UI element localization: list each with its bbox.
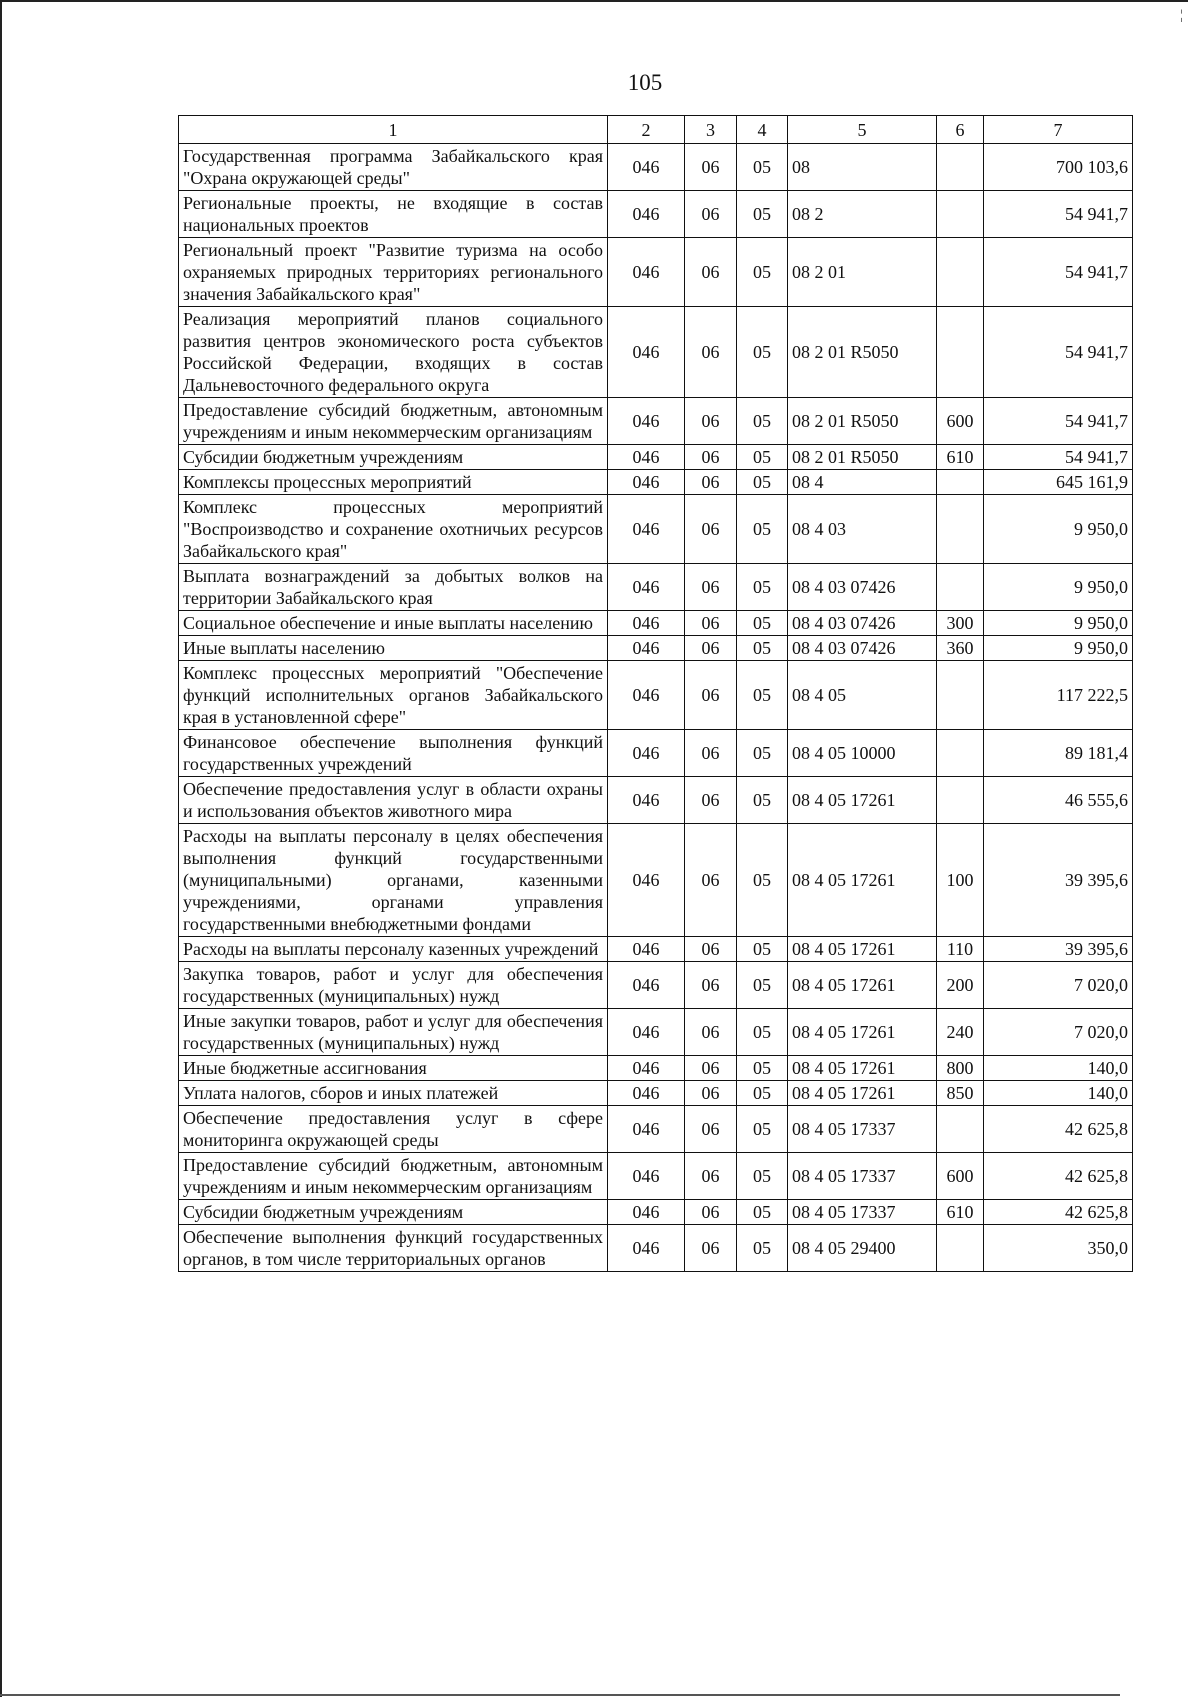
row-section-cell: 06 <box>685 144 737 191</box>
row-subsection-cell: 05 <box>737 1009 788 1056</box>
row-amount-cell: 54 941,7 <box>984 238 1133 307</box>
row-admin-code-cell: 046 <box>608 777 685 824</box>
table-body <box>179 144 1133 1272</box>
row-subsection-cell: 05 <box>737 962 788 1009</box>
row-expense-type-cell <box>937 564 984 611</box>
table-row <box>179 1106 1133 1153</box>
row-amount-cell: 39 395,6 <box>984 937 1133 962</box>
table-row <box>179 962 1133 1009</box>
row-name-cell: Уплата налогов, сборов и иных платежей <box>179 1081 608 1106</box>
row-expense-type-cell: 200 <box>937 962 984 1009</box>
row-section-cell: 06 <box>685 307 737 398</box>
row-amount-cell: 7 020,0 <box>984 1009 1133 1056</box>
row-section-cell: 06 <box>685 661 737 730</box>
row-target-code-cell: 08 4 05 17261 <box>788 1081 937 1106</box>
row-admin-code-cell: 046 <box>608 238 685 307</box>
row-name-cell: Финансовое обеспечение выполнения функций государственных учреждений <box>179 730 608 777</box>
row-section-cell: 06 <box>685 937 737 962</box>
row-section-cell: 06 <box>685 1009 737 1056</box>
row-expense-type-cell: 240 <box>937 1009 984 1056</box>
scan-border-bottom <box>0 1694 1120 1696</box>
table-row <box>179 238 1133 307</box>
row-target-code-cell: 08 4 03 07426 <box>788 611 937 636</box>
row-admin-code-cell: 046 <box>608 1225 685 1272</box>
row-section-cell: 06 <box>685 564 737 611</box>
row-subsection-cell: 05 <box>737 777 788 824</box>
row-admin-code-cell: 046 <box>608 1106 685 1153</box>
table-row <box>179 1225 1133 1272</box>
table-row <box>179 445 1133 470</box>
row-amount-cell: 54 941,7 <box>984 191 1133 238</box>
table-row <box>179 937 1133 962</box>
row-target-code-cell: 08 4 05 17261 <box>788 962 937 1009</box>
row-target-code-cell: 08 4 03 07426 <box>788 564 937 611</box>
row-expense-type-cell <box>937 307 984 398</box>
row-admin-code-cell: 046 <box>608 470 685 495</box>
row-subsection-cell: 05 <box>737 611 788 636</box>
row-section-cell: 06 <box>685 398 737 445</box>
row-admin-code-cell: 046 <box>608 1200 685 1225</box>
row-subsection-cell: 05 <box>737 398 788 445</box>
row-expense-type-cell: 800 <box>937 1056 984 1081</box>
row-subsection-cell: 05 <box>737 1200 788 1225</box>
row-target-code-cell: 08 4 05 <box>788 661 937 730</box>
table-row <box>179 470 1133 495</box>
row-amount-cell: 89 181,4 <box>984 730 1133 777</box>
row-amount-cell: 9 950,0 <box>984 564 1133 611</box>
table-row <box>179 1056 1133 1081</box>
budget-table <box>178 115 1133 1272</box>
table-row <box>179 777 1133 824</box>
row-expense-type-cell <box>937 144 984 191</box>
table-row <box>179 1009 1133 1056</box>
header-cell: 4 <box>737 116 788 144</box>
row-amount-cell: 700 103,6 <box>984 144 1133 191</box>
row-target-code-cell: 08 4 03 07426 <box>788 636 937 661</box>
row-target-code-cell: 08 4 03 <box>788 495 937 564</box>
row-name-cell: Субсидии бюджетным учреждениям <box>179 1200 608 1225</box>
table-row <box>179 495 1133 564</box>
row-target-code-cell: 08 4 05 17337 <box>788 1200 937 1225</box>
row-name-cell: Комплекс процессных мероприятий "Обеспечение функций исполнительных органов Забайкальского края в установленной сфере" <box>179 661 608 730</box>
row-target-code-cell: 08 4 05 17261 <box>788 1056 937 1081</box>
row-section-cell: 06 <box>685 1106 737 1153</box>
row-target-code-cell: 08 4 05 17261 <box>788 824 937 937</box>
header-cell: 6 <box>937 116 984 144</box>
scan-border-top <box>0 0 1188 2</box>
row-target-code-cell: 08 4 05 17337 <box>788 1153 937 1200</box>
row-name-cell: Иные закупки товаров, работ и услуг для обеспечения государственных (муниципальных) нужд <box>179 1009 608 1056</box>
row-subsection-cell: 05 <box>737 495 788 564</box>
row-expense-type-cell <box>937 238 984 307</box>
row-expense-type-cell <box>937 495 984 564</box>
row-target-code-cell: 08 4 05 10000 <box>788 730 937 777</box>
row-name-cell: Региональные проекты, не входящие в состав национальных проектов <box>179 191 608 238</box>
row-name-cell: Субсидии бюджетным учреждениям <box>179 445 608 470</box>
row-section-cell: 06 <box>685 1200 737 1225</box>
table-row <box>179 1081 1133 1106</box>
row-target-code-cell: 08 2 01 <box>788 238 937 307</box>
table-row <box>179 1153 1133 1200</box>
row-admin-code-cell: 046 <box>608 824 685 937</box>
row-name-cell: Предоставление субсидий бюджетным, автономным учреждениям и иным некоммерческим организациям <box>179 1153 608 1200</box>
row-name-cell: Комплекс процессных мероприятий "Воспроизводство и сохранение охотничьих ресурсов Забайкальского края" <box>179 495 608 564</box>
row-section-cell: 06 <box>685 611 737 636</box>
row-subsection-cell: 05 <box>737 661 788 730</box>
row-name-cell: Выплата вознаграждений за добытых волков на территории Забайкальского края <box>179 564 608 611</box>
row-name-cell: Предоставление субсидий бюджетным, автономным учреждениям и иным некоммерческим организациям <box>179 398 608 445</box>
row-amount-cell: 9 950,0 <box>984 636 1133 661</box>
row-section-cell: 06 <box>685 495 737 564</box>
row-name-cell: Обеспечение предоставления услуг в сфере мониторинга окружающей среды <box>179 1106 608 1153</box>
row-amount-cell: 42 625,8 <box>984 1153 1133 1200</box>
row-section-cell: 06 <box>685 730 737 777</box>
row-target-code-cell: 08 2 01 R5050 <box>788 307 937 398</box>
scan-border-left <box>0 0 2 1697</box>
row-section-cell: 06 <box>685 191 737 238</box>
row-admin-code-cell: 046 <box>608 636 685 661</box>
row-amount-cell: 39 395,6 <box>984 824 1133 937</box>
row-amount-cell: 54 941,7 <box>984 445 1133 470</box>
row-name-cell: Иные выплаты населению <box>179 636 608 661</box>
row-expense-type-cell: 110 <box>937 937 984 962</box>
table-row <box>179 307 1133 398</box>
row-section-cell: 06 <box>685 824 737 937</box>
row-admin-code-cell: 046 <box>608 730 685 777</box>
row-name-cell: Расходы на выплаты персоналу казенных учреждений <box>179 937 608 962</box>
row-admin-code-cell: 046 <box>608 191 685 238</box>
row-subsection-cell: 05 <box>737 1153 788 1200</box>
row-name-cell: Комплексы процессных мероприятий <box>179 470 608 495</box>
header-cell: 2 <box>608 116 685 144</box>
table-header <box>179 116 1133 144</box>
row-subsection-cell: 05 <box>737 238 788 307</box>
row-subsection-cell: 05 <box>737 307 788 398</box>
header-cell: 3 <box>685 116 737 144</box>
row-name-cell: Иные бюджетные ассигнования <box>179 1056 608 1081</box>
header-cell: 7 <box>984 116 1133 144</box>
table-row <box>179 636 1133 661</box>
row-amount-cell: 42 625,8 <box>984 1106 1133 1153</box>
row-subsection-cell: 05 <box>737 824 788 937</box>
row-subsection-cell: 05 <box>737 564 788 611</box>
row-expense-type-cell: 610 <box>937 1200 984 1225</box>
row-name-cell: Социальное обеспечение и иные выплаты населению <box>179 611 608 636</box>
row-section-cell: 06 <box>685 636 737 661</box>
row-admin-code-cell: 046 <box>608 962 685 1009</box>
row-amount-cell: 7 020,0 <box>984 962 1133 1009</box>
table-row <box>179 144 1133 191</box>
row-admin-code-cell: 046 <box>608 495 685 564</box>
row-name-cell: Государственная программа Забайкальского края "Охрана окружающей среды" <box>179 144 608 191</box>
row-admin-code-cell: 046 <box>608 398 685 445</box>
row-target-code-cell: 08 2 <box>788 191 937 238</box>
table-row <box>179 1200 1133 1225</box>
row-name-cell: Региональный проект "Развитие туризма на особо охраняемых природных территориях регионального значения Забайкальского края" <box>179 238 608 307</box>
row-expense-type-cell <box>937 191 984 238</box>
row-name-cell: Реализация мероприятий планов социального развития центров экономического роста субъектов Российской Федерации, входящих в состав Дальневосточного федерального округа <box>179 307 608 398</box>
row-amount-cell: 9 950,0 <box>984 495 1133 564</box>
row-expense-type-cell <box>937 470 984 495</box>
row-target-code-cell: 08 4 05 17261 <box>788 937 937 962</box>
page-number: 105 <box>627 70 663 95</box>
row-amount-cell: 9 950,0 <box>984 611 1133 636</box>
row-subsection-cell: 05 <box>737 937 788 962</box>
row-subsection-cell: 05 <box>737 1056 788 1081</box>
row-admin-code-cell: 046 <box>608 1009 685 1056</box>
scan-corner-mark: ¦ <box>1180 8 1183 23</box>
row-section-cell: 06 <box>685 962 737 1009</box>
row-subsection-cell: 05 <box>737 470 788 495</box>
row-section-cell: 06 <box>685 1056 737 1081</box>
row-target-code-cell: 08 4 05 29400 <box>788 1225 937 1272</box>
table-row <box>179 611 1133 636</box>
row-target-code-cell: 08 4 05 17337 <box>788 1106 937 1153</box>
row-amount-cell: 54 941,7 <box>984 307 1133 398</box>
row-admin-code-cell: 046 <box>608 1153 685 1200</box>
row-admin-code-cell: 046 <box>608 937 685 962</box>
row-expense-type-cell: 300 <box>937 611 984 636</box>
row-subsection-cell: 05 <box>737 445 788 470</box>
row-subsection-cell: 05 <box>737 144 788 191</box>
row-amount-cell: 117 222,5 <box>984 661 1133 730</box>
row-expense-type-cell <box>937 1106 984 1153</box>
row-expense-type-cell: 600 <box>937 398 984 445</box>
row-admin-code-cell: 046 <box>608 611 685 636</box>
row-section-cell: 06 <box>685 777 737 824</box>
row-target-code-cell: 08 <box>788 144 937 191</box>
row-admin-code-cell: 046 <box>608 1081 685 1106</box>
row-subsection-cell: 05 <box>737 1225 788 1272</box>
row-name-cell: Расходы на выплаты персоналу в целях обеспечения выполнения функций государственными (муниципальными) органами, казенными учреждениями, органами управления государственными внебюджетными фондами <box>179 824 608 937</box>
row-admin-code-cell: 046 <box>608 445 685 470</box>
row-target-code-cell: 08 4 05 17261 <box>788 777 937 824</box>
row-expense-type-cell: 360 <box>937 636 984 661</box>
row-admin-code-cell: 046 <box>608 564 685 611</box>
header-cell: 1 <box>179 116 608 144</box>
row-target-code-cell: 08 2 01 R5050 <box>788 445 937 470</box>
row-name-cell: Закупка товаров, работ и услуг для обеспечения государственных (муниципальных) нужд <box>179 962 608 1009</box>
row-section-cell: 06 <box>685 445 737 470</box>
row-amount-cell: 54 941,7 <box>984 398 1133 445</box>
row-admin-code-cell: 046 <box>608 307 685 398</box>
row-expense-type-cell: 100 <box>937 824 984 937</box>
row-amount-cell: 645 161,9 <box>984 470 1133 495</box>
row-target-code-cell: 08 4 05 17261 <box>788 1009 937 1056</box>
row-expense-type-cell <box>937 1225 984 1272</box>
row-subsection-cell: 05 <box>737 636 788 661</box>
row-admin-code-cell: 046 <box>608 661 685 730</box>
row-expense-type-cell <box>937 730 984 777</box>
header-cell: 5 <box>788 116 937 144</box>
row-admin-code-cell: 046 <box>608 144 685 191</box>
row-amount-cell: 42 625,8 <box>984 1200 1133 1225</box>
row-name-cell: Обеспечение предоставления услуг в области охраны и использования объектов животного мира <box>179 777 608 824</box>
table-row <box>179 398 1133 445</box>
row-name-cell: Обеспечение выполнения функций государственных органов, в том числе территориальных органов <box>179 1225 608 1272</box>
row-subsection-cell: 05 <box>737 1081 788 1106</box>
row-section-cell: 06 <box>685 1225 737 1272</box>
table-row <box>179 661 1133 730</box>
header-row <box>179 116 1133 144</box>
row-section-cell: 06 <box>685 470 737 495</box>
row-admin-code-cell: 046 <box>608 1056 685 1081</box>
row-section-cell: 06 <box>685 238 737 307</box>
row-subsection-cell: 05 <box>737 191 788 238</box>
row-target-code-cell: 08 4 <box>788 470 937 495</box>
table-row <box>179 564 1133 611</box>
row-subsection-cell: 05 <box>737 1106 788 1153</box>
row-subsection-cell: 05 <box>737 730 788 777</box>
row-expense-type-cell: 600 <box>937 1153 984 1200</box>
row-amount-cell: 46 555,6 <box>984 777 1133 824</box>
row-expense-type-cell: 850 <box>937 1081 984 1106</box>
row-amount-cell: 140,0 <box>984 1056 1133 1081</box>
row-amount-cell: 350,0 <box>984 1225 1133 1272</box>
table-row <box>179 824 1133 937</box>
row-section-cell: 06 <box>685 1081 737 1106</box>
row-section-cell: 06 <box>685 1153 737 1200</box>
row-expense-type-cell <box>937 777 984 824</box>
row-amount-cell: 140,0 <box>984 1081 1133 1106</box>
table-row <box>179 191 1133 238</box>
table-row <box>179 730 1133 777</box>
row-expense-type-cell <box>937 661 984 730</box>
row-expense-type-cell: 610 <box>937 445 984 470</box>
row-target-code-cell: 08 2 01 R5050 <box>788 398 937 445</box>
